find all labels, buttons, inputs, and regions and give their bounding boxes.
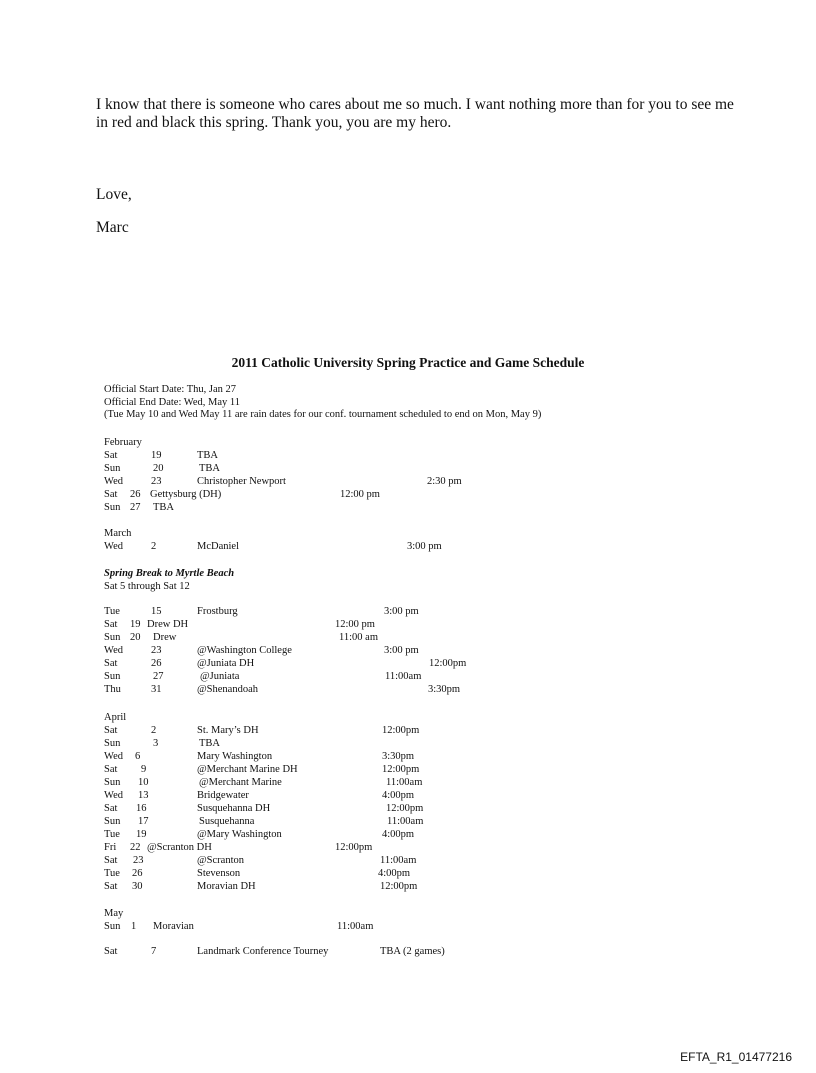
- row-day: Sun: [104, 738, 121, 749]
- row-day: Wed: [104, 645, 123, 656]
- row-date: 2: [151, 541, 157, 552]
- start-date: Official Start Date: Thu, Jan 27: [104, 384, 236, 395]
- rain-note: (Tue May 10 and Wed May 11 are rain dates for our conf. tournament scheduled to end on Mon, May 9): [104, 409, 542, 420]
- row-time: 12:00pm: [382, 725, 420, 736]
- row-date: 31: [151, 684, 162, 695]
- row-day: Sun: [104, 777, 121, 788]
- row-time: 11:00am: [337, 921, 374, 932]
- row-day: Sat: [104, 619, 118, 630]
- row-date: 20: [130, 632, 141, 643]
- month-march: March: [104, 528, 132, 539]
- letter-closing: Love,: [96, 186, 132, 203]
- month-april: April: [104, 712, 127, 723]
- row-date: 27: [130, 502, 141, 513]
- row-time: 2:30 pm: [427, 476, 462, 487]
- letter-signature: Marc: [96, 219, 129, 236]
- row-event: Landmark Conference Tourney: [197, 946, 329, 957]
- row-day: Sat: [104, 450, 118, 461]
- row-day: Sat: [104, 855, 118, 866]
- row-event: @Juniata DH: [197, 658, 255, 669]
- row-event: TBA: [199, 738, 220, 749]
- row-day: Sun: [104, 671, 121, 682]
- row-time: 4:00pm: [382, 829, 415, 840]
- row-date: 20: [153, 463, 164, 474]
- row-day: Wed: [104, 476, 123, 487]
- row-date: 26: [132, 868, 143, 879]
- row-day: Sun: [104, 463, 121, 474]
- row-event: @Merchant Marine: [199, 777, 282, 788]
- row-event: Bridgewater: [197, 790, 249, 801]
- row-time: TBA (2 games): [380, 946, 445, 957]
- row-day: Sat: [104, 881, 118, 892]
- row-event: @Merchant Marine DH: [197, 764, 298, 775]
- row-time: 11:00am: [385, 671, 422, 682]
- end-date: Official End Date: Wed, May 11: [104, 396, 241, 408]
- row-time: 3:00 pm: [384, 606, 419, 617]
- row-day: Sun: [104, 632, 121, 643]
- row-time: 12:00pm: [386, 803, 424, 814]
- row-time: 12:00pm: [429, 658, 467, 669]
- row-event: St. Mary’s DH: [197, 725, 259, 736]
- row-day: Sun: [104, 502, 121, 513]
- row-time: 12:00pm: [380, 881, 418, 892]
- row-event: Stevenson: [197, 868, 241, 879]
- row-day: Wed: [104, 541, 123, 552]
- row-event: Moravian: [153, 921, 194, 932]
- row-time: 12:00pm: [335, 842, 373, 853]
- row-date: 1: [131, 921, 137, 932]
- row-date: 13: [138, 790, 149, 801]
- row-day: Sat: [104, 489, 118, 500]
- row-event: Susquehanna DH: [197, 803, 271, 814]
- row-event: Susquehanna: [199, 816, 255, 827]
- row-date: 26: [151, 658, 162, 669]
- row-event: McDaniel: [197, 541, 239, 552]
- row-event: Mary Washington: [197, 751, 273, 762]
- month-may: May: [104, 908, 124, 919]
- row-event: @Scranton DH: [147, 842, 212, 853]
- row-day: Tue: [104, 606, 120, 617]
- row-time: 11:00am: [387, 816, 424, 827]
- row-day: Sat: [104, 725, 118, 736]
- row-day: Tue: [104, 829, 120, 840]
- row-time: 12:00pm: [382, 764, 420, 775]
- row-date: 23: [151, 645, 162, 656]
- row-event: @Washington College: [197, 645, 292, 656]
- row-date: 19: [130, 619, 141, 630]
- row-day: Thu: [104, 684, 121, 695]
- row-time: 3:30pm: [428, 684, 461, 695]
- row-date: 3: [153, 738, 159, 749]
- row-event: @Juniata: [200, 671, 240, 682]
- row-day: Sat: [104, 764, 118, 775]
- row-date: 10: [138, 777, 149, 788]
- row-date: 2: [151, 725, 157, 736]
- row-event: TBA: [197, 450, 218, 461]
- row-day: Wed: [104, 790, 123, 801]
- document-id: EFTA_R1_01477216: [680, 1050, 792, 1064]
- row-time: 11:00am: [386, 777, 423, 788]
- row-day: Tue: [104, 868, 120, 879]
- row-day: Sat: [104, 658, 118, 669]
- month-february: February: [104, 437, 142, 448]
- row-day: Sun: [104, 816, 121, 827]
- row-date: 22: [130, 842, 141, 853]
- row-day: Fri: [104, 842, 117, 853]
- row-day: Sun: [104, 921, 121, 932]
- row-date: 19: [151, 450, 162, 461]
- row-time: 3:00 pm: [407, 541, 442, 552]
- row-date: 23: [151, 476, 162, 487]
- row-event: TBA: [153, 502, 174, 513]
- row-date: 19: [136, 829, 147, 840]
- row-day: Sat: [104, 946, 118, 957]
- spring-break-dates: Sat 5 through Sat 12: [104, 581, 190, 592]
- row-date: 6: [135, 751, 141, 762]
- spring-break-title: Spring Break to Myrtle Beach: [104, 568, 235, 579]
- row-event: @Mary Washington: [197, 829, 282, 840]
- schedule-meta: [104, 384, 541, 422]
- row-time: 11:00am: [380, 855, 417, 866]
- row-event: Drew DH: [147, 619, 189, 630]
- row-day: Sat: [104, 803, 118, 814]
- letter-paragraph: I know that there is someone who cares about me so much. I want nothing more than for you to see me in red and black this spring. Thank you, you are my hero.: [96, 96, 734, 131]
- row-event: Drew: [153, 632, 177, 643]
- row-time: 3:00 pm: [384, 645, 419, 656]
- row-date: 30: [132, 881, 143, 892]
- row-event: @Shenandoah: [197, 684, 258, 695]
- row-time: 11:00 am: [339, 632, 378, 643]
- row-event: TBA: [199, 463, 220, 474]
- row-date: 9: [141, 764, 147, 775]
- row-event: @Scranton: [197, 855, 244, 866]
- row-event: Christopher Newport: [197, 476, 286, 487]
- row-event: Frostburg: [197, 606, 238, 617]
- row-event: Moravian DH: [197, 881, 256, 892]
- row-date: 16: [136, 803, 147, 814]
- letter-body: [96, 96, 736, 132]
- row-time: 4:00pm: [382, 790, 415, 801]
- row-event: Gettysburg (DH): [150, 489, 222, 500]
- row-date: 15: [151, 606, 162, 617]
- row-date: 17: [138, 816, 149, 827]
- schedule-title: 2011 Catholic University Spring Practice and Game Schedule: [231, 355, 585, 370]
- row-date: 26: [130, 489, 141, 500]
- row-day: Wed: [104, 751, 123, 762]
- row-time: 12:00 pm: [335, 619, 375, 630]
- row-date: 27: [153, 671, 164, 682]
- row-time: 12:00 pm: [340, 489, 380, 500]
- row-time: 3:30pm: [382, 751, 415, 762]
- row-date: 23: [133, 855, 144, 866]
- row-time: 4:00pm: [378, 868, 411, 879]
- row-date: 7: [151, 946, 157, 957]
